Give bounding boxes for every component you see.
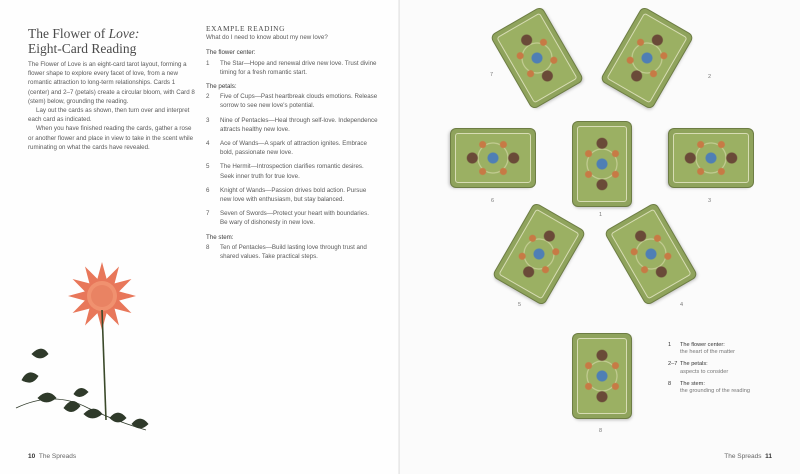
item-text: Nine of Pentacles—Heal through self-love. Independence attracts healthy new love. [220,116,378,133]
legend-desc: the heart of the matter [680,349,736,356]
flower-stem [102,310,106,420]
tarot-card-1 [573,122,631,206]
card-label: 1 [599,212,603,218]
legend-title: The stem: [680,380,705,387]
legend-key: 2–7 [668,361,678,368]
tarot-card-8 [573,334,631,418]
card-back-pattern [673,133,749,183]
list-item [206,186,378,204]
item-text: Knight of Wands—Passion drives bold action. Pursue new love with enthusiasm, but stay balanced. [220,186,367,204]
page-number: 10 [28,453,36,460]
legend-key: 8 [668,380,672,387]
card-back-pattern [610,209,691,300]
legend-key: 1 [668,342,672,348]
card-label: 8 [599,428,603,434]
right-page [400,0,800,474]
legend-row [668,361,788,375]
tarot-card-7 [491,7,583,109]
legend-title: The petals: [680,361,708,368]
item-number: 6 [206,186,210,194]
page-number: 11 [765,453,772,460]
card-back-pattern [496,13,577,104]
vine-leaves [16,349,148,430]
list-item [206,243,378,261]
tarot-card-4 [605,203,697,305]
example-heading: EXAMPLE READING [206,24,286,33]
title-love: Love: [108,26,140,41]
tarot-card-6 [451,129,535,187]
page-footer-left [28,453,76,460]
card-back-pattern [606,13,687,104]
card-back-pattern [577,338,627,414]
list-item [206,92,378,110]
item-number: 1 [206,59,210,67]
item-text: The Star—Hope and renewal drive new love. Trust divine timing for a fresh romantic start. [220,59,377,76]
intro-text [28,60,196,152]
card-label: 2 [708,74,712,80]
stem-heading: The stem: [206,233,234,241]
list-item [206,116,378,134]
item-number: 5 [206,163,210,171]
title-subtitle: Eight-Card Reading [28,41,137,56]
card-back-pattern [498,209,579,300]
tarot-card-3 [669,129,753,187]
card-label: 3 [708,198,712,204]
petals-heading: The petals: [206,83,237,91]
card-label: 5 [518,302,522,308]
tarot-card-2 [601,7,693,109]
legend-row [668,342,788,356]
item-number: 2 [206,93,210,101]
intro-paragraph: The Flower of Love is an eight-card tarot layout, forming a flower shape to explore every facet of love, from a new romantic attraction to long-term relationships. Cards 1 (center) and 2–7 (petals) create a circular bloom, with Card 8 (stem) below, grounding the reading. [28,61,195,105]
example-question: What do I need to know about my new love? [206,34,328,42]
page-footer-right [724,453,772,460]
card-label: 6 [491,198,495,204]
item-text: Ten of Pentacles—Build lasting love through trust and shared values. Take practical steps. [220,243,367,261]
item-number: 4 [206,140,210,148]
item-number: 3 [206,116,210,124]
card-back-pattern [455,133,531,183]
page-title [28,26,198,56]
item-number: 8 [206,243,210,251]
item-text: Five of Cups—Past heartbreak clouds emotions. Release sorrow to see new love's potential. [220,93,378,110]
example-reading [206,24,378,266]
list-item [206,139,378,157]
list-item [206,209,378,227]
legend-desc: aspects to consider [680,368,729,375]
item-text: Ace of Wands—A spark of attraction ignites. Embrace bold, passionate new love. [220,140,367,157]
item-text: Seven of Swords—Protect your heart with boundaries. Be wary of dishonesty in new love. [220,210,369,227]
legend-desc: the grounding of the reading [680,388,750,395]
card-label: 7 [490,72,494,78]
flower-illustration [14,258,164,438]
legend-row [668,381,788,395]
list-item [206,59,378,77]
card-back-pattern [577,126,627,202]
title-text: The Flower of [28,26,109,41]
intro-paragraph: When you have finished reading the cards, gather a rose or another flower and place in view to take in the scent while ruminating on what the cards have revealed. [28,125,194,151]
tarot-card-5 [493,203,585,305]
legend-title: The flower center: [680,342,725,348]
intro-paragraph: Lay out the cards as shown, then turn over and interpret each card as indicated. [28,107,190,124]
item-number: 7 [206,210,210,218]
footer-label: The Spreads [38,453,77,460]
spread-legend [668,342,788,400]
card-label: 4 [680,302,684,308]
list-item [206,162,378,180]
item-text: The Hermit—Introspection clarifies romantic desires. Seek inner truth for true love. [220,163,364,180]
center-heading: The flower center: [206,49,256,57]
footer-label: The Spreads [724,453,762,460]
